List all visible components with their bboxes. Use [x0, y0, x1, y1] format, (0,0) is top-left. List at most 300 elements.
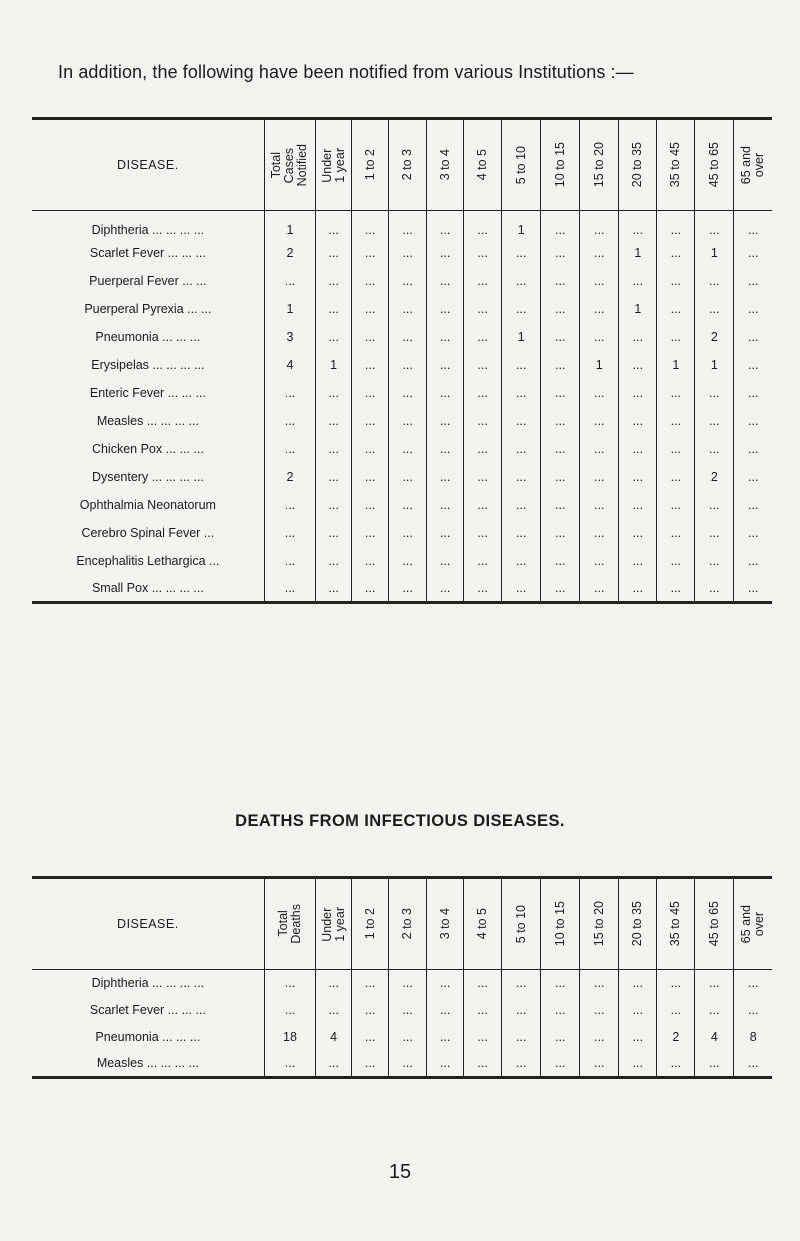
table-row — [32, 267, 772, 295]
table-cell: ... — [657, 997, 695, 1024]
table-cell: ... — [502, 351, 541, 379]
disease-name: Small Pox ... ... ... ... — [91, 580, 204, 595]
table-cell: ... — [541, 970, 580, 997]
column-header-label: 1 to 2 — [362, 149, 377, 181]
disease-name: Pneumonia ... ... ... — [95, 1030, 201, 1044]
table-cell: ... — [316, 997, 352, 1024]
table-cell: ... — [695, 435, 734, 463]
column-header-label: 15 to 20 — [591, 901, 606, 947]
table-cell: ... — [352, 1051, 389, 1078]
column-header — [657, 119, 695, 211]
column-header — [316, 878, 352, 970]
table-cell: ... — [316, 1051, 352, 1078]
table-cell: ... — [734, 491, 772, 519]
column-header — [541, 119, 580, 211]
disease-column-header: DISEASE. — [32, 119, 264, 211]
table-cell: ... — [619, 1051, 657, 1078]
disease-name: Measles ... ... ... ... — [96, 1056, 199, 1071]
table-cell: ... — [657, 491, 695, 519]
table-cell: ... — [657, 1051, 695, 1078]
notified-table-body — [32, 211, 772, 603]
disease-name: Erysipelas ... ... ... ... — [91, 357, 205, 372]
table-cell: ... — [541, 519, 580, 547]
table-cell: ... — [502, 519, 541, 547]
table-cell: ... — [389, 239, 427, 267]
column-header-label: 4 to 5 — [475, 149, 490, 181]
table-cell: ... — [502, 407, 541, 435]
table-row — [32, 239, 772, 267]
column-header-label: Total Deaths — [275, 904, 303, 944]
table-cell: ... — [541, 547, 580, 575]
disease-name: Diphtheria ... ... ... ... — [91, 222, 205, 237]
column-header — [734, 119, 772, 211]
column-header — [619, 119, 657, 211]
column-header — [619, 878, 657, 970]
table-row — [32, 1024, 772, 1051]
deaths-table — [32, 876, 772, 1079]
table-cell: ... — [427, 547, 464, 575]
table-cell: ... — [464, 351, 502, 379]
disease-name: Ophthalmia Neonatorum — [79, 497, 216, 512]
table-row — [32, 491, 772, 519]
table-cell: ... — [619, 267, 657, 295]
column-header — [316, 119, 352, 211]
table-cell: ... — [502, 463, 541, 491]
table-cell: ... — [541, 323, 580, 351]
column-header — [541, 878, 580, 970]
table-cell: ... — [502, 239, 541, 267]
column-header-label: 4 to 5 — [475, 908, 490, 940]
table-cell: ... — [695, 519, 734, 547]
column-header — [427, 119, 464, 211]
table-cell: ... — [619, 547, 657, 575]
table-cell: ... — [619, 519, 657, 547]
table-cell: 2 — [695, 463, 734, 491]
table-cell: ... — [464, 519, 502, 547]
table-cell: ... — [427, 575, 464, 603]
table-cell: ... — [541, 407, 580, 435]
column-header-label: 10 to 15 — [552, 142, 567, 188]
table-cell: 1 — [695, 239, 734, 267]
table-cell: ... — [580, 491, 619, 519]
disease-name: Puerperal Fever ... ... — [89, 273, 207, 288]
column-header-label: 10 to 15 — [552, 901, 567, 947]
table-cell: ... — [619, 407, 657, 435]
table-cell: ... — [502, 575, 541, 603]
table-cell: ... — [580, 997, 619, 1024]
table-cell: ... — [657, 211, 695, 239]
table-cell: ... — [264, 970, 315, 997]
disease-column-header: DISEASE. — [32, 878, 264, 970]
table-cell: ... — [619, 463, 657, 491]
disease-name: Scarlet Fever ... ... ... — [89, 1003, 206, 1017]
column-header-label: 35 to 45 — [668, 142, 683, 188]
table-cell: ... — [541, 379, 580, 407]
table-cell: 2 — [264, 239, 315, 267]
table-cell: ... — [502, 295, 541, 323]
table-cell: ... — [580, 970, 619, 997]
column-header — [427, 878, 464, 970]
table-cell: 2 — [695, 323, 734, 351]
table-cell: ... — [502, 267, 541, 295]
column-header-label: 15 to 20 — [591, 142, 606, 188]
column-header-label: Under 1 year — [319, 147, 347, 183]
table-cell: ... — [352, 435, 389, 463]
table-cell: ... — [464, 970, 502, 997]
table-row — [32, 997, 772, 1024]
table-cell: ... — [619, 970, 657, 997]
table-cell: ... — [316, 435, 352, 463]
table-cell: ... — [619, 491, 657, 519]
table-cell: ... — [389, 463, 427, 491]
table-cell: ... — [502, 547, 541, 575]
table-cell: ... — [464, 323, 502, 351]
table-cell: ... — [352, 295, 389, 323]
table-cell: ... — [316, 970, 352, 997]
column-header-label: 65 and over — [739, 904, 767, 944]
table-cell: ... — [580, 519, 619, 547]
table-cell: ... — [580, 575, 619, 603]
table-cell: ... — [264, 997, 315, 1024]
table-cell: ... — [427, 267, 464, 295]
column-header-label: 45 to 65 — [706, 142, 721, 188]
table-cell: ... — [541, 351, 580, 379]
table-cell: ... — [657, 239, 695, 267]
table-cell: ... — [389, 295, 427, 323]
table-cell: ... — [734, 547, 772, 575]
column-header — [580, 878, 619, 970]
table-cell: ... — [580, 239, 619, 267]
table-cell: ... — [580, 547, 619, 575]
table-cell: ... — [695, 379, 734, 407]
table-cell: ... — [695, 211, 734, 239]
table-cell: ... — [352, 1024, 389, 1051]
table-cell: ... — [464, 379, 502, 407]
table-cell: 4 — [264, 351, 315, 379]
table-cell: ... — [316, 463, 352, 491]
table-cell: 1 — [695, 351, 734, 379]
table-cell: ... — [352, 970, 389, 997]
column-header — [734, 878, 772, 970]
table-cell: ... — [580, 1024, 619, 1051]
table-cell: ... — [657, 435, 695, 463]
table-cell: ... — [734, 407, 772, 435]
table-cell: ... — [734, 267, 772, 295]
column-header-label: Under 1 year — [319, 906, 347, 942]
column-header — [695, 119, 734, 211]
table-cell: 18 — [264, 1024, 315, 1051]
disease-name: Dysentery ... ... ... ... — [91, 469, 204, 484]
table-cell: ... — [352, 379, 389, 407]
table-cell: ... — [427, 351, 464, 379]
table-row — [32, 211, 772, 239]
table-cell: ... — [580, 379, 619, 407]
table-cell: ... — [427, 295, 464, 323]
column-header-label: 5 to 10 — [513, 145, 528, 185]
table-cell: ... — [734, 519, 772, 547]
table-cell: ... — [264, 519, 315, 547]
table-cell: ... — [427, 1051, 464, 1078]
table-row — [32, 970, 772, 997]
table-cell: ... — [264, 435, 315, 463]
table-cell: ... — [316, 267, 352, 295]
column-header — [389, 119, 427, 211]
table-cell: 1 — [316, 351, 352, 379]
table-cell: ... — [657, 970, 695, 997]
table-cell: ... — [427, 491, 464, 519]
table-cell: ... — [464, 463, 502, 491]
table-cell: ... — [427, 211, 464, 239]
disease-name: Encephalitis Lethargica ... — [76, 553, 220, 568]
column-header — [502, 119, 541, 211]
table-cell: ... — [502, 1051, 541, 1078]
table-cell: ... — [734, 435, 772, 463]
table-cell: 1 — [657, 351, 695, 379]
table-cell: ... — [427, 970, 464, 997]
table-cell: ... — [502, 491, 541, 519]
table-cell: 4 — [316, 1024, 352, 1051]
deaths-header-row — [32, 878, 772, 970]
column-header — [264, 119, 315, 211]
table-cell: ... — [695, 491, 734, 519]
table-cell: ... — [580, 463, 619, 491]
table-cell: ... — [316, 239, 352, 267]
table-cell: ... — [427, 379, 464, 407]
table-cell: ... — [541, 435, 580, 463]
table-cell: ... — [619, 351, 657, 379]
table-cell: ... — [619, 323, 657, 351]
table-cell: ... — [264, 575, 315, 603]
table-cell: ... — [464, 1024, 502, 1051]
table-cell: ... — [734, 575, 772, 603]
table-cell: ... — [619, 435, 657, 463]
table-cell: ... — [541, 575, 580, 603]
table-cell: ... — [352, 997, 389, 1024]
table-row — [32, 435, 772, 463]
table-row — [32, 547, 772, 575]
notified-header-row — [32, 119, 772, 211]
table-cell: ... — [580, 211, 619, 239]
table-cell: ... — [541, 491, 580, 519]
table-cell: ... — [316, 519, 352, 547]
disease-name: Pneumonia ... ... ... — [95, 329, 201, 344]
table-cell: ... — [389, 1024, 427, 1051]
table-row — [32, 407, 772, 435]
table-cell: ... — [427, 239, 464, 267]
table-cell: ... — [264, 379, 315, 407]
table-cell: ... — [427, 463, 464, 491]
table-row — [32, 519, 772, 547]
column-header — [657, 878, 695, 970]
column-header-label: 65 and over — [739, 145, 767, 185]
table-cell: ... — [734, 463, 772, 491]
table-cell: ... — [427, 519, 464, 547]
column-header-label: 3 to 4 — [437, 908, 452, 940]
column-header — [352, 878, 389, 970]
column-header-label: 2 to 3 — [400, 149, 415, 181]
table-cell: ... — [389, 211, 427, 239]
table-cell: ... — [352, 267, 389, 295]
column-header — [464, 119, 502, 211]
table-cell: 4 — [695, 1024, 734, 1051]
column-header-label: Total Cases Notified — [269, 143, 310, 187]
disease-name: Scarlet Fever ... ... ... — [89, 245, 206, 260]
table-cell: 1 — [619, 295, 657, 323]
table-cell: ... — [541, 463, 580, 491]
table-cell: ... — [734, 970, 772, 997]
table-cell: ... — [695, 407, 734, 435]
deaths-section-title: DEATHS FROM INFECTIOUS DISEASES. — [235, 812, 565, 830]
table-cell: ... — [619, 211, 657, 239]
table-cell: ... — [734, 379, 772, 407]
table-cell: ... — [464, 1051, 502, 1078]
table-cell: ... — [352, 491, 389, 519]
table-cell: 1 — [502, 323, 541, 351]
table-cell: ... — [264, 547, 315, 575]
table-cell: ... — [657, 295, 695, 323]
table-cell: ... — [352, 519, 389, 547]
table-cell: ... — [695, 575, 734, 603]
table-cell: ... — [541, 997, 580, 1024]
table-cell: ... — [427, 323, 464, 351]
table-cell: ... — [352, 575, 389, 603]
table-cell: ... — [695, 547, 734, 575]
table-row — [32, 351, 772, 379]
table-cell: ... — [734, 997, 772, 1024]
column-header — [352, 119, 389, 211]
table-cell: ... — [389, 1051, 427, 1078]
table-cell: 2 — [657, 1024, 695, 1051]
table-cell: ... — [264, 1051, 315, 1078]
table-cell: ... — [695, 1051, 734, 1078]
table-cell: ... — [264, 267, 315, 295]
table-cell: ... — [352, 351, 389, 379]
table-cell: ... — [541, 267, 580, 295]
table-cell: ... — [464, 491, 502, 519]
table-cell: ... — [352, 211, 389, 239]
table-cell: ... — [389, 435, 427, 463]
table-cell: ... — [389, 491, 427, 519]
disease-name: Diphtheria ... ... ... ... — [91, 976, 205, 991]
table-cell: ... — [734, 351, 772, 379]
table-cell: ... — [316, 491, 352, 519]
notified-cases-table — [32, 117, 772, 604]
column-header — [502, 878, 541, 970]
table-cell: ... — [427, 435, 464, 463]
table-cell: ... — [427, 1024, 464, 1051]
table-cell: ... — [389, 379, 427, 407]
table-row — [32, 463, 772, 491]
table-row — [32, 1051, 772, 1078]
table-cell: ... — [389, 519, 427, 547]
table-cell: ... — [541, 239, 580, 267]
table-cell: ... — [389, 547, 427, 575]
column-header — [580, 119, 619, 211]
table-cell: ... — [352, 239, 389, 267]
table-cell: ... — [316, 575, 352, 603]
table-cell: ... — [264, 407, 315, 435]
table-cell: 1 — [502, 211, 541, 239]
table-cell: ... — [695, 997, 734, 1024]
table-cell: 8 — [734, 1024, 772, 1051]
table-cell: ... — [352, 463, 389, 491]
table-cell: 2 — [264, 463, 315, 491]
disease-name: Enteric Fever ... ... ... — [89, 385, 206, 400]
table-cell: ... — [464, 267, 502, 295]
page-number: 15 — [388, 1161, 412, 1183]
table-cell: 1 — [264, 295, 315, 323]
table-cell: ... — [502, 1024, 541, 1051]
table-cell: ... — [316, 295, 352, 323]
table-cell: ... — [502, 997, 541, 1024]
table-cell: ... — [657, 379, 695, 407]
table-cell: ... — [352, 407, 389, 435]
table-cell: ... — [657, 519, 695, 547]
table-cell: ... — [541, 295, 580, 323]
table-row — [32, 575, 772, 603]
table-cell: ... — [695, 295, 734, 323]
table-cell: ... — [619, 1024, 657, 1051]
table-cell: ... — [619, 379, 657, 407]
table-cell: ... — [657, 267, 695, 295]
disease-name: Cerebro Spinal Fever ... — [81, 525, 215, 540]
table-cell: ... — [389, 575, 427, 603]
table-cell: ... — [389, 323, 427, 351]
table-cell: ... — [541, 1024, 580, 1051]
table-cell: ... — [352, 323, 389, 351]
column-header-label: 3 to 4 — [437, 149, 452, 181]
table-cell: ... — [502, 379, 541, 407]
table-cell: ... — [427, 407, 464, 435]
table-cell: ... — [316, 323, 352, 351]
table-cell: ... — [734, 239, 772, 267]
table-cell: ... — [389, 407, 427, 435]
table-cell: ... — [657, 547, 695, 575]
table-cell: ... — [734, 1051, 772, 1078]
table-cell: ... — [464, 407, 502, 435]
table-cell: ... — [541, 1051, 580, 1078]
table-cell: ... — [695, 970, 734, 997]
table-cell: ... — [389, 997, 427, 1024]
table-cell: ... — [657, 407, 695, 435]
table-cell: ... — [389, 970, 427, 997]
table-cell: ... — [264, 491, 315, 519]
column-header-label: 1 to 2 — [362, 908, 377, 940]
table-cell: ... — [734, 323, 772, 351]
table-cell: ... — [464, 435, 502, 463]
table-cell: ... — [316, 407, 352, 435]
table-cell: 1 — [619, 239, 657, 267]
column-header-label: 2 to 3 — [400, 908, 415, 940]
table-cell: ... — [316, 211, 352, 239]
table-cell: ... — [695, 267, 734, 295]
table-cell: ... — [619, 997, 657, 1024]
table-row — [32, 323, 772, 351]
column-header-label: 20 to 35 — [630, 142, 645, 188]
column-header-label: 5 to 10 — [513, 904, 528, 944]
disease-name: Puerperal Pyrexia ... ... — [84, 301, 212, 316]
table-cell: ... — [352, 547, 389, 575]
table-cell: ... — [389, 267, 427, 295]
column-header — [264, 878, 315, 970]
table-cell: ... — [619, 575, 657, 603]
table-cell: 3 — [264, 323, 315, 351]
disease-name: Chicken Pox ... ... ... — [91, 441, 204, 456]
table-cell: ... — [580, 435, 619, 463]
table-cell: ... — [464, 575, 502, 603]
deaths-table-body — [32, 970, 772, 1078]
table-cell: ... — [464, 295, 502, 323]
